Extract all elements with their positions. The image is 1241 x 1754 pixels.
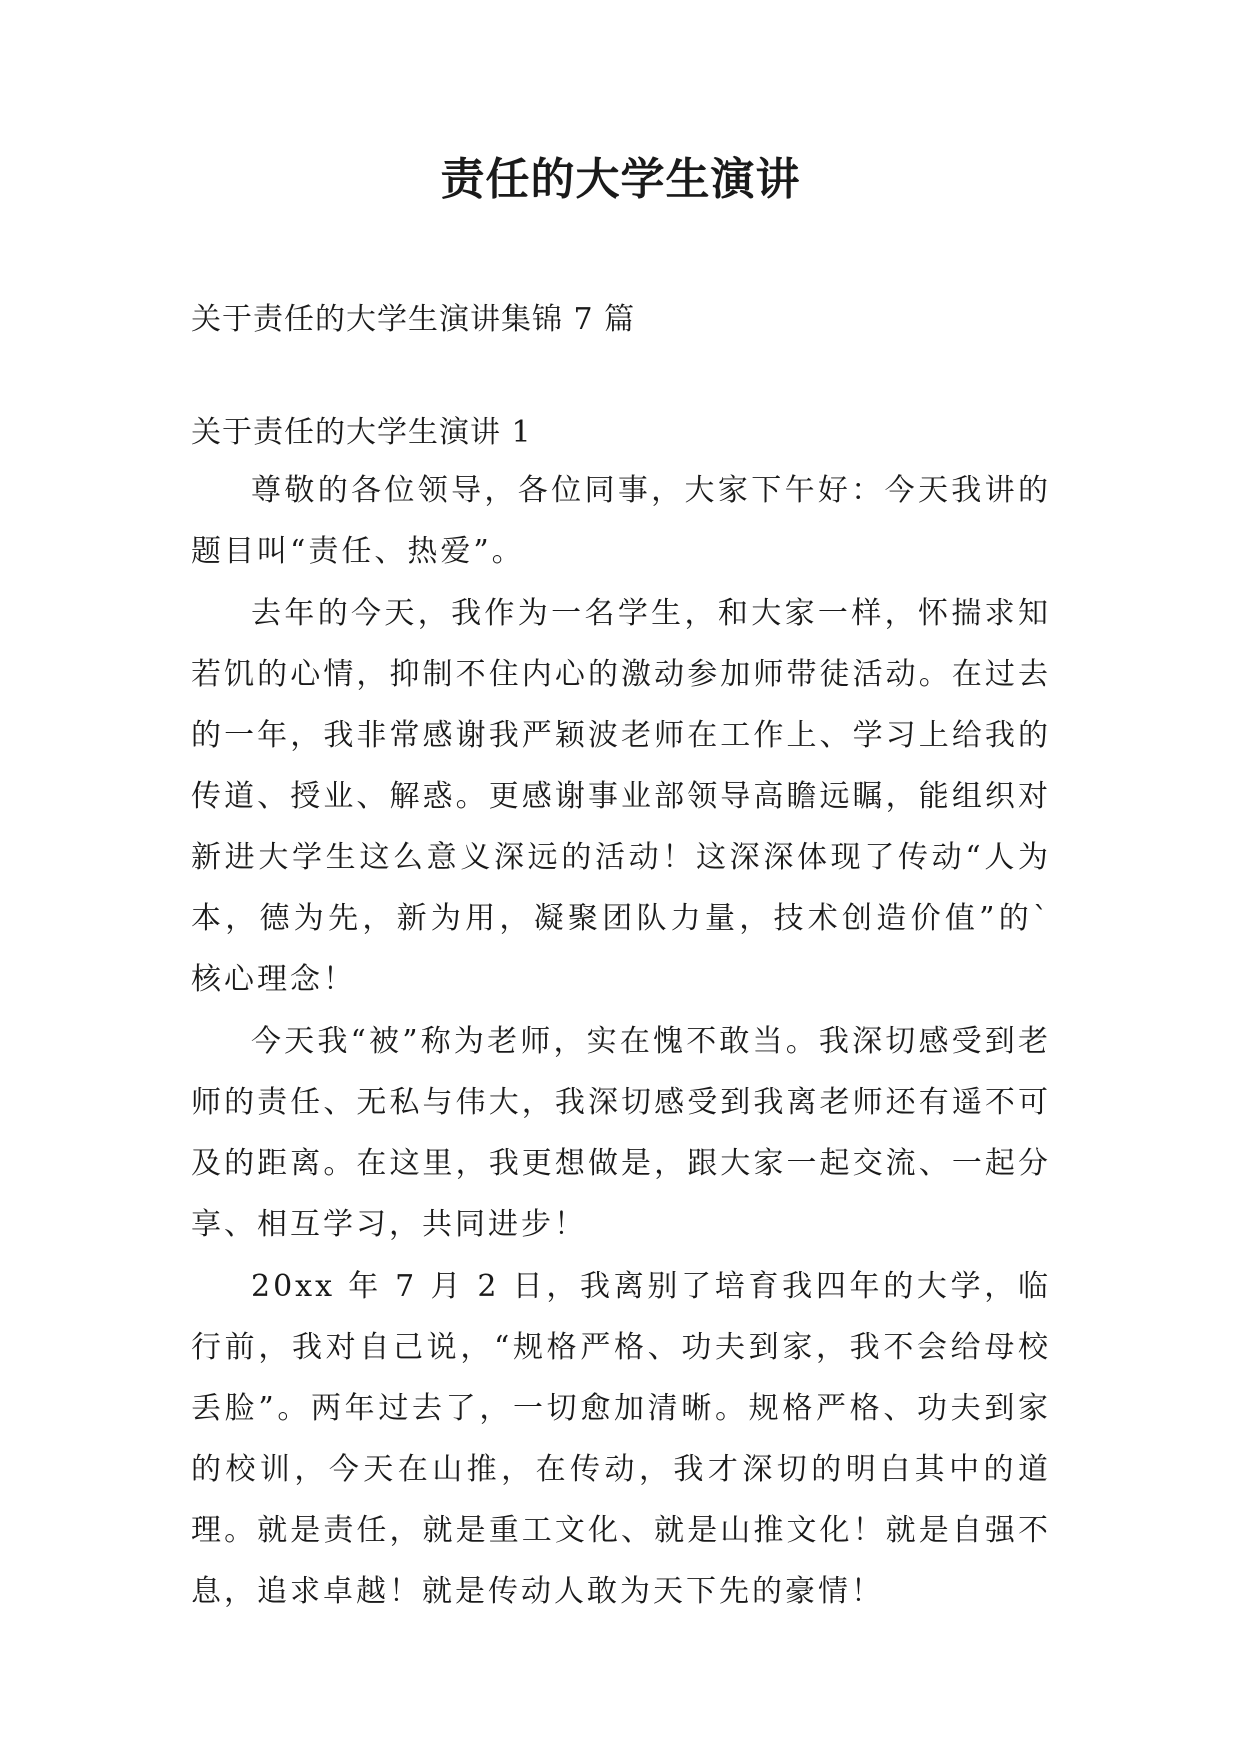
speech-body [191,460,1051,1623]
document-subtitle: 关于责任的大学生演讲集锦 7 篇 [191,302,636,337]
document-title: 责任的大学生演讲 [440,154,801,205]
section-heading: 关于责任的大学生演讲 1 [191,415,532,450]
body-paragraph: 今天我“被”称为老师，实在愧不敢当。我深切感受到老师的责任、无私与伟大，我深切感受到我离老师还有遥不可及的距离。在这里，我更想做是，跟大家一起交流、一起分享、相互学习，共同进步！ [191,1024,1051,1242]
body-paragraph: 去年的今天，我作为一名学生，和大家一样，怀揣求知若饥的心情，抑制不住内心的激动参加师带徒活动。在过去的一年，我非常感谢我严颖波老师在工作上、学习上给我的传道、授业、解惑。更感谢事业部领导高瞻远瞩，能组织对新进大学生这么意义深远的活动！这深深体现了传动“人为本，德为先，新为用，凝聚团队力量，技术创造价值”的`核心理念！ [191,596,1051,997]
body-paragraph: 尊敬的各位领导，各位同事，大家下午好：今天我讲的题目叫“责任、热爱”。 [191,473,1051,569]
body-paragraph: 20xx 年 7 月 2 日，我离别了培育我四年的大学，临行前，我对自己说，“规格严格、功夫到家，我不会给母校丢脸”。两年过去了，一切愈加清晰。规格严格、功夫到家的校训，今天在山推，在传动，我才深切的明白其中的道理。就是责任，就是重工文化、就是山推文化！就是自强不息，追求卓越！就是传动人敢为天下先的豪情！ [191,1269,1051,1609]
